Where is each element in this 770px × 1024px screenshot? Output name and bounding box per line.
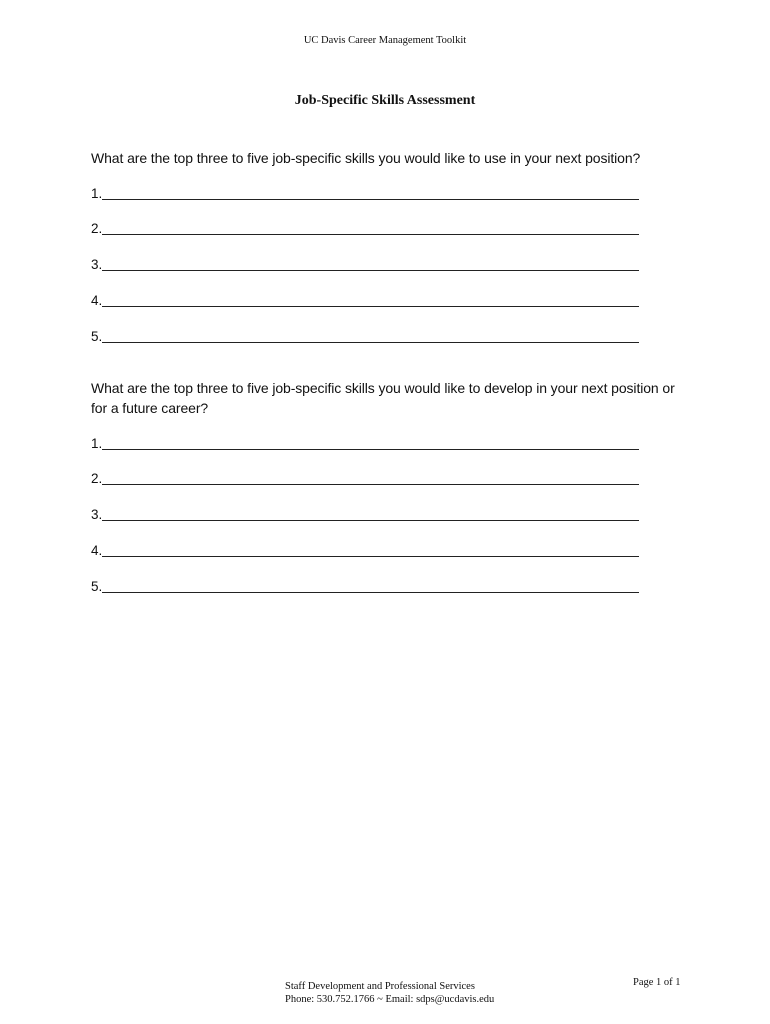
answer-number: 1. (91, 436, 103, 451)
answer-blank[interactable] (102, 322, 639, 343)
page-number: Page 1 of 1 (633, 977, 681, 988)
answer-number: 5. (91, 579, 103, 594)
footer-org: Staff Development and Professional Services (285, 981, 475, 992)
answer-line-develop-1[interactable] (91, 432, 639, 452)
page-header: UC Davis Career Management Toolkit (303, 35, 467, 46)
answer-blank[interactable] (102, 179, 639, 200)
page-footer (285, 980, 494, 1006)
answer-line-develop-3[interactable] (91, 503, 639, 523)
answer-blank[interactable] (102, 286, 639, 307)
question-develop-skills: What are the top three to five job-specific skills you would like to develop in your next position or for a future career? (91, 380, 675, 416)
answer-number: 5. (91, 329, 103, 344)
answer-number: 3. (91, 507, 103, 522)
answer-number: 3. (91, 257, 103, 272)
answer-line-develop-2[interactable] (91, 467, 639, 487)
answer-line-use-1[interactable] (91, 182, 639, 202)
answer-blank[interactable] (102, 214, 639, 235)
question-use-skills: What are the top three to five job-specific skills you would like to use in your next position? (91, 150, 641, 166)
answer-blank[interactable] (102, 536, 639, 557)
answer-blank[interactable] (102, 250, 639, 271)
answer-blank[interactable] (102, 429, 639, 450)
answer-line-use-3[interactable] (91, 253, 639, 273)
answer-blank[interactable] (102, 464, 639, 485)
answer-blank[interactable] (102, 500, 639, 521)
footer-contact: Phone: 530.752.1766 ~ Email: sdps@ucdavis.edu (285, 994, 495, 1005)
answer-number: 2. (91, 471, 103, 486)
answer-line-develop-5[interactable] (91, 575, 639, 595)
answer-line-use-5[interactable] (91, 325, 639, 345)
answer-number: 4. (91, 293, 103, 308)
answer-number: 4. (91, 543, 103, 558)
answer-line-use-4[interactable] (91, 289, 639, 309)
answer-number: 2. (91, 221, 103, 236)
page-title: Job-Specific Skills Assessment (294, 93, 476, 108)
answer-blank[interactable] (102, 572, 639, 593)
answer-number: 1. (91, 186, 103, 201)
answer-line-use-2[interactable] (91, 217, 639, 237)
answer-line-develop-4[interactable] (91, 539, 639, 559)
